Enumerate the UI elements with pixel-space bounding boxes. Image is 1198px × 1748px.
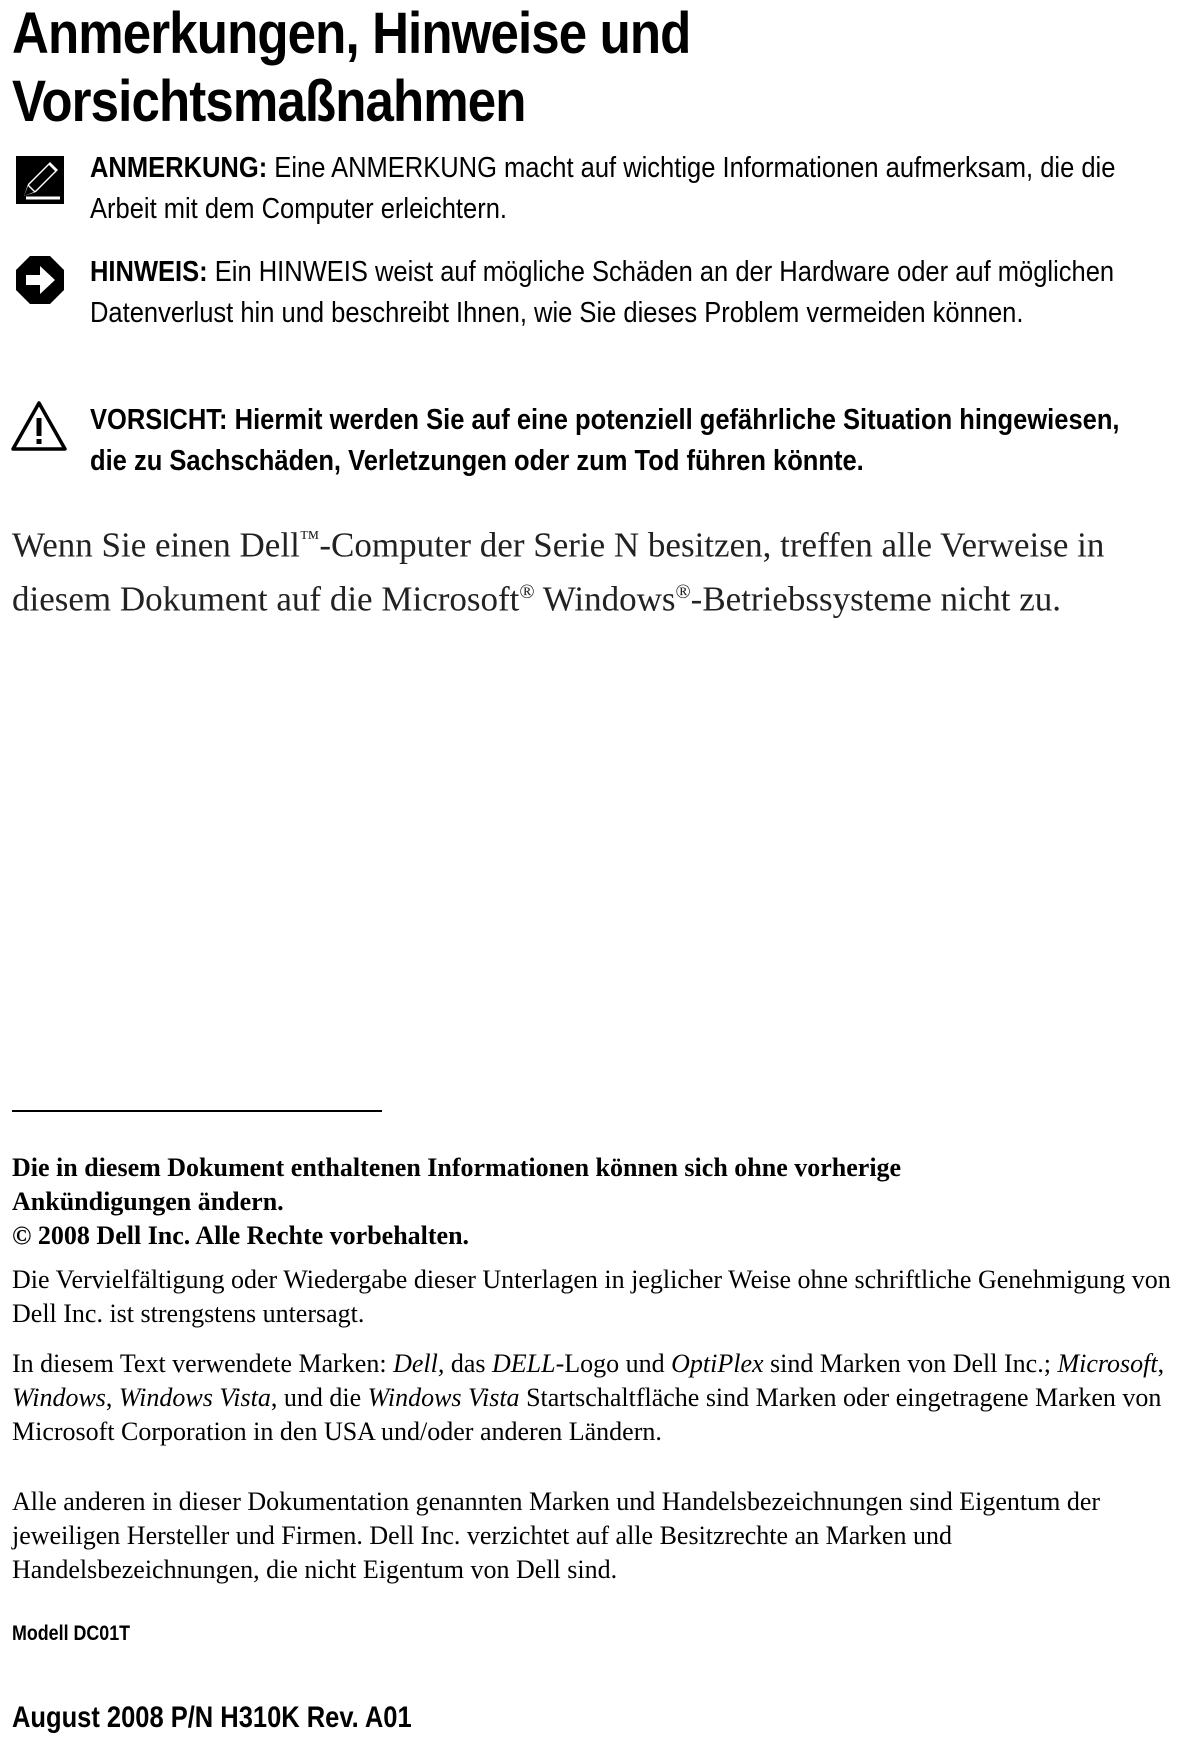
note-anmerkung-label: ANMERKUNG: — [90, 152, 268, 184]
note-hinweis-label: HINWEIS: — [90, 256, 208, 288]
model-number: Modell DC01T — [12, 1622, 131, 1645]
tm-text: sind Marken von Dell Inc.; — [763, 1349, 1058, 1378]
notice-arrow-icon — [14, 254, 66, 306]
date-part-number: August 2008 P/N H310K Rev. A01 — [12, 1701, 412, 1734]
note-hinweis-text — [90, 252, 1128, 334]
page-title-line1: Anmerkungen, Hinweise und — [12, 1, 691, 66]
tm-text: In diesem Text verwendete Marken: — [12, 1349, 394, 1378]
pencil-note-icon — [14, 154, 66, 206]
legal-reproduction: Die Vervielfältigung oder Wiedergabe dieser Unterlagen in jeglicher Weise ohne schriftliche Genehmigung von Dell Inc. ist strengstens untersagt. — [12, 1265, 1171, 1328]
intro-part3: Windows — [534, 579, 676, 619]
legal-other-marks: Alle anderen in dieser Dokumentation genannten Marken und Handelsbezeichnungen sind Eigentum der jeweiligen Hersteller und Firmen. Dell Inc. verzichtet auf alle Besitzrechte an Marken und Handelsbezeichnungen, die nicht Eigentum von Dell sind. — [12, 1487, 1101, 1584]
warning-triangle-icon — [10, 400, 68, 452]
intro-part2: -Computer der Serie N besitzen, treffen alle Verweise in diesem Dokument auf die Microsoft — [12, 525, 1105, 619]
tm-dell: Dell, — [393, 1349, 445, 1378]
page-title-line2: Vorsichtsmaßnahmen — [12, 69, 526, 134]
note-vorsicht-text — [90, 400, 1128, 482]
tm-microsoft: Microsoft — [1057, 1349, 1158, 1378]
trademark-symbol: ™ — [299, 527, 320, 549]
note-anmerkung-text — [90, 148, 1128, 230]
footnote-divider — [12, 1110, 382, 1112]
copyright-line: © 2008 Dell Inc. Alle Rechte vorbehalten. — [12, 1221, 470, 1250]
legal-info-line2: Ankündigungen ändern. — [12, 1187, 284, 1216]
tm-text: , und die — [270, 1383, 368, 1412]
note-anmerkung-body: Eine ANMERKUNG macht auf wichtige Informationen aufmerksam, die die Arbeit mit dem Computer erleichtern. — [90, 152, 1116, 225]
intro-part4: -Betriebssysteme nicht zu. — [690, 579, 1061, 619]
tm-text: Startschaltfläche sind Marken oder eingetragene Marken von Microsoft Corporation in den USA und/oder anderen Ländern. — [12, 1383, 1162, 1446]
tm-windows-vista: Windows Vista — [118, 1383, 271, 1412]
tm-text: , — [105, 1383, 119, 1412]
tm-windows: Windows — [12, 1383, 106, 1412]
note-vorsicht-label: VORSICHT: — [90, 404, 228, 436]
page-title — [12, 0, 1024, 136]
note-hinweis-body: Ein HINWEIS weist auf mögliche Schäden an der Hardware oder auf möglichen Datenverlust hin und beschreibt Ihnen, wie Sie dieses Problem vermeiden können. — [90, 256, 1115, 329]
legal-trademarks — [12, 1347, 1192, 1449]
tm-text: , — [1157, 1349, 1165, 1378]
tm-windows-vista: Windows Vista — [367, 1383, 520, 1412]
intro-part1: Wenn Sie einen Dell — [12, 525, 300, 565]
note-vorsicht-body: Hiermit werden Sie auf eine potenziell gefährliche Situation hingewiesen, die zu Sachschäden, Verletzungen oder zum Tod führen könnte. — [90, 404, 1120, 477]
legal-info-line1: Die in diesem Dokument enthaltenen Informationen können sich ohne vorherige — [12, 1153, 902, 1182]
legal-info-notice — [12, 1151, 1192, 1253]
registered-symbol: ® — [675, 580, 691, 603]
tm-text: -Logo und — [555, 1349, 672, 1378]
tm-optiplex: OptiPlex — [671, 1349, 764, 1378]
tm-dell-logo: DELL — [492, 1349, 556, 1378]
intro-paragraph — [12, 515, 1198, 622]
tm-text: das — [444, 1349, 492, 1378]
registered-symbol: ® — [519, 580, 535, 603]
